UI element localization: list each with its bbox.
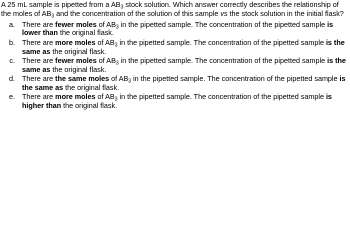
subscript: 3 — [128, 78, 132, 85]
option-bold-text: is the same as — [22, 74, 346, 92]
question-text-part: the stock solution in the initial flask? — [227, 8, 344, 18]
option-text-part: of AB — [109, 74, 129, 84]
answer-options — [1, 21, 350, 111]
option-text-part: There are — [22, 74, 56, 84]
question-text-part: and the concentration of the solution of this sample — [54, 8, 221, 18]
answer-option-d[interactable] — [1, 75, 350, 93]
option-text-part: in the pipetted sample. The concentration of the pipetted sample — [118, 55, 328, 65]
option-text-part: in the pipetted sample. The concentration of the pipetted sample — [118, 19, 328, 29]
subscript: 3 — [115, 24, 119, 31]
option-bold-text: more moles — [55, 92, 96, 102]
option-text-part: of AB — [95, 92, 115, 102]
option-bold-text: the same moles — [55, 74, 110, 84]
subscript: 3 — [115, 60, 119, 67]
option-text-part: the original flask. — [50, 64, 107, 74]
option-text-part: There are — [22, 37, 56, 47]
option-bold-text: is lower than — [22, 19, 334, 38]
answer-option-b[interactable] — [1, 39, 350, 57]
option-text-part: the original flask. — [63, 82, 120, 92]
answer-option-c[interactable] — [1, 57, 350, 75]
question-text-part: A 25 mL sample is pipetted from a AB — [1, 0, 121, 9]
option-letter: a. — [9, 19, 15, 29]
subscript: 3 — [114, 42, 118, 49]
option-bold-text: more moles — [55, 37, 96, 47]
subscript: 3 — [120, 4, 124, 11]
subscript: 3 — [114, 96, 118, 103]
option-text — [22, 57, 350, 75]
answer-option-e[interactable] — [1, 93, 350, 111]
option-text-part: in the pipetted sample. The concentration of the pipetted sample — [117, 92, 326, 102]
option-text-part: in the pipetted sample. The concentration of the pipetted sample — [117, 37, 326, 47]
option-bold-text: fewer moles — [55, 55, 97, 65]
option-text — [22, 21, 350, 39]
question-text-part: stock solution. Which answer correctly describes the relationship of the moles of AB — [1, 0, 339, 18]
option-text-part: There are — [22, 19, 56, 29]
option-text — [22, 93, 350, 111]
question-text-italic: vs — [220, 8, 228, 18]
option-text — [22, 75, 350, 93]
option-letter: e. — [9, 92, 15, 102]
option-letter: b. — [9, 37, 15, 47]
option-bold-text: is higher than — [22, 92, 332, 111]
option-bold-text: is the same as — [22, 55, 346, 74]
option-text-part: There are — [22, 55, 56, 65]
option-text-part: of AB — [96, 55, 116, 65]
option-bold-text: fewer moles — [55, 19, 97, 29]
option-text-part: in the pipetted sample. The concentration of the pipetted sample — [131, 74, 340, 84]
option-text-part: the original flask. — [57, 28, 114, 38]
option-text-part: There are — [22, 92, 56, 102]
option-text-part: the original flask. — [50, 46, 107, 56]
option-bold-text: is the same as — [22, 37, 345, 56]
option-text-part: the original flask. — [61, 101, 118, 111]
option-text — [22, 39, 350, 57]
question-text — [1, 1, 350, 19]
option-letter: c. — [9, 55, 15, 65]
option-text-part: of AB — [95, 37, 115, 47]
subscript: 3 — [51, 13, 55, 20]
option-letter: d. — [9, 74, 15, 84]
answer-option-a[interactable] — [1, 21, 350, 39]
option-text-part: of AB — [96, 19, 116, 29]
